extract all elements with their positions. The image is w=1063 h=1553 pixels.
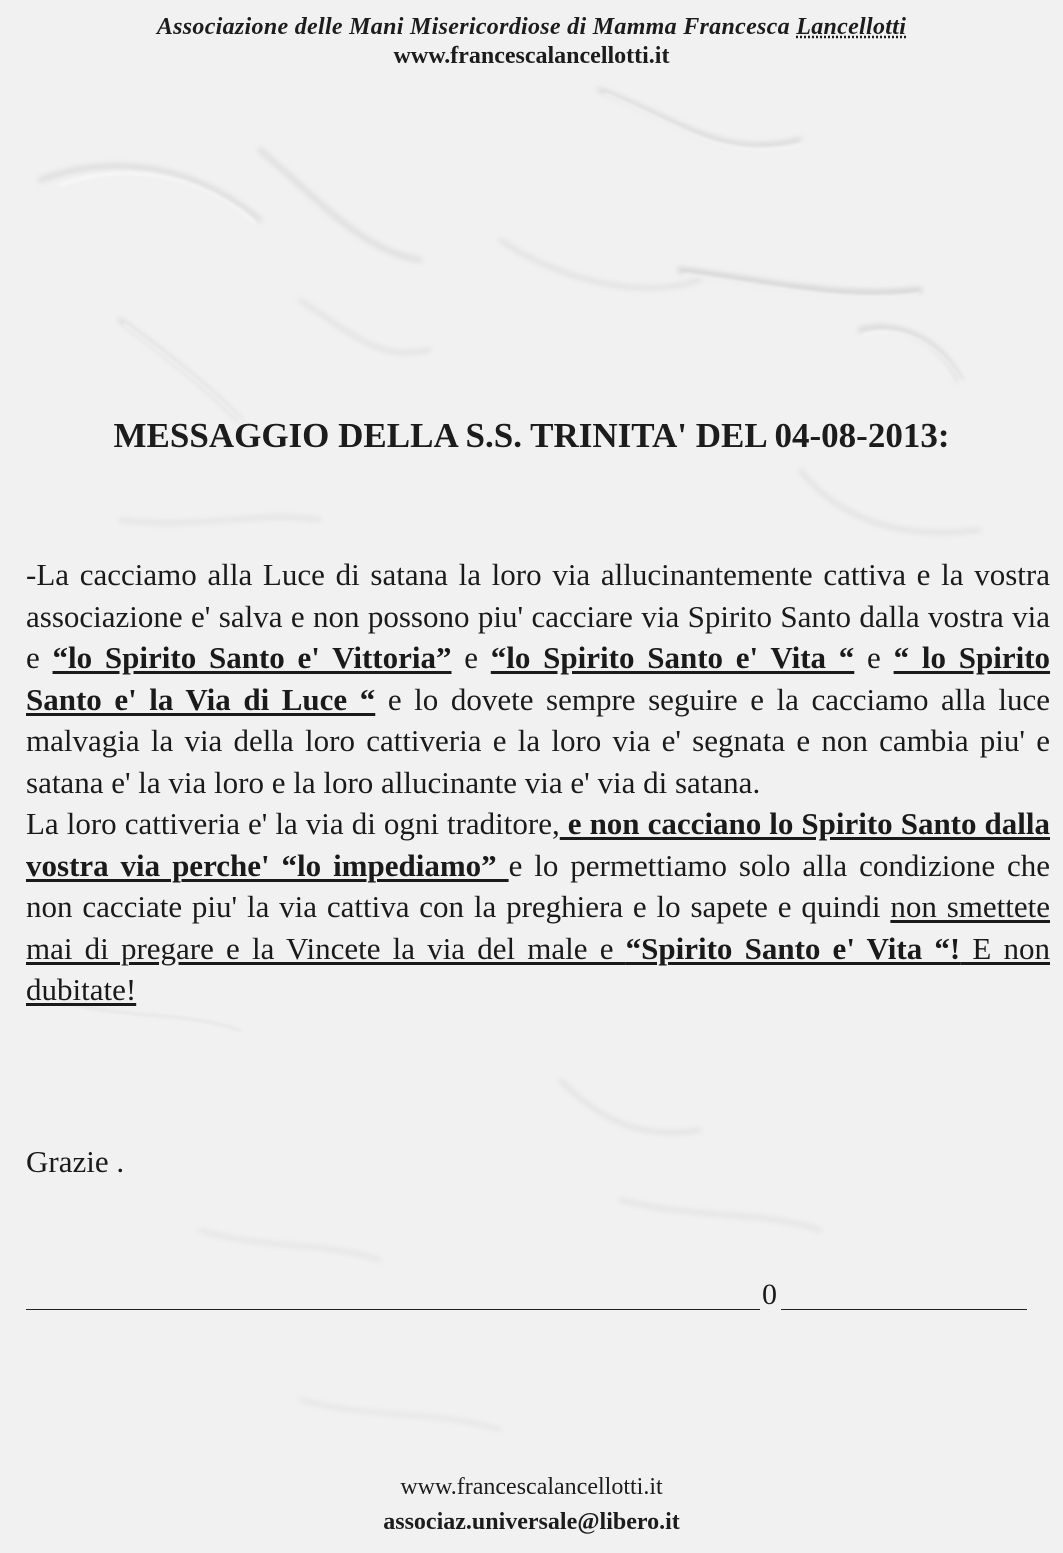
association-name: Associazione delle Mani Misericordiose di Mamma Francesca Lancellotti <box>156 14 907 40</box>
emphasis-pregare: non smettete mai di pregare e la Vincete la via del male e <box>26 889 1050 966</box>
association-header <box>0 14 1063 70</box>
quote-spirito-santo-vita: “Spirito Santo e' Vita “! <box>625 930 961 966</box>
footer-website-link[interactable]: www.francescalancellotti.it <box>400 1474 663 1500</box>
message-paragraph: -La cacciamo alla Luce di satana la loro via allucinantemente cattiva e la vostra associazione e' salva e non possono piu' cacciare via Spirito Santo dalla vostra via e “lo Spirito Santo e' Vittoria” e “lo Spirito Santo e' Vita “ e “ lo Spirito Santo e' la Via di Luce “ e lo dovete sempre seguire e la cacciamo alla luce malvagia la via della loro cattiveria e la loro via e' segnata e non cambia piu' e satana e' la via loro e la loro allucinante via e' via di satana. <box>26 557 1051 800</box>
signature-mark: 0 <box>762 1278 777 1311</box>
emphasis-non-dubitate: E non dubitate! <box>26 930 1050 1007</box>
footer-email-link[interactable]: associaz.universale@libero.it <box>383 1509 680 1535</box>
signature-line-right <box>781 1309 1027 1310</box>
quote-vittoria: “lo Spirito Santo e' Vittoria” <box>52 640 452 675</box>
quote-vita: “lo Spirito Santo e' Vita “ <box>490 640 855 675</box>
greeting: Grazie . <box>26 1144 125 1179</box>
message-paragraph: La loro cattiveria e' la via di ogni traditore, e non cacciano lo Spirito Santo dalla vostra via perche' “lo impediamo” e lo permettiamo solo alla condizione che non cacciate piu' la via cattiva con la preghiera e lo sapete e quindi non smettete mai di pregare e la Vincete la via del male e “Spirito Santo e' Vita “! E non dubitate! <box>26 806 1051 1007</box>
footer <box>0 1474 1063 1536</box>
message-body <box>26 554 1050 1011</box>
signature-line-left <box>26 1309 760 1310</box>
quote-via-di-luce: “ lo Spirito Santo e' la Via di Luce “ <box>26 640 1051 717</box>
header-website-link[interactable]: www.francescalancellotti.it <box>393 43 670 69</box>
emphasis-non-cacciano: e non cacciano lo Spirito Santo dalla vostra via perche' “lo impediamo” <box>26 806 1050 883</box>
association-surname: Lancellotti <box>796 14 907 40</box>
message-title: MESSAGGIO DELLA S.S. TRINITA' DEL 04-08-2013: <box>113 416 950 455</box>
